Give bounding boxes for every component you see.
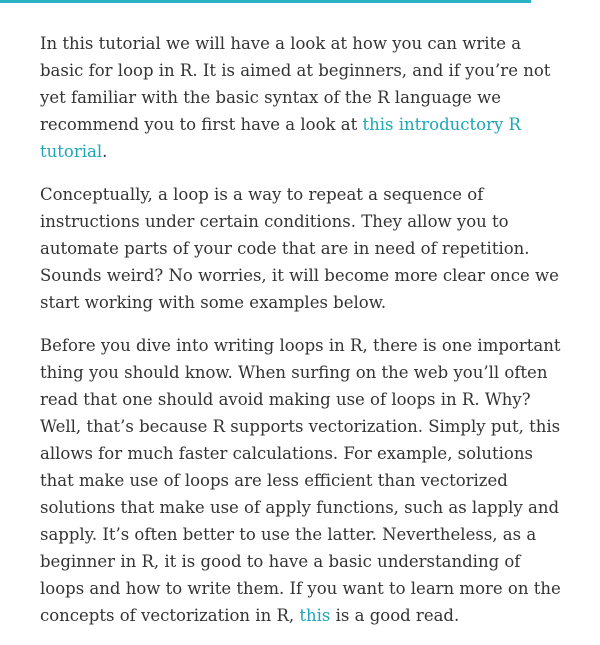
vectorization-text: Before you dive into writing loops in R, there is one important thing you should know. When surfing on the web you’ll often read that one should avoid making use of loops in R. Why? Well, that’s because R supports vectorization. Simply put, this allows for much faster calculations. For example, solutions that make use of loops are less efficient than vectorized solutions that make use of apply functions, such as lapply and sapply. It’s often better to use the latter. Nevertheless, as a beginner in R, it is good to have a basic understanding of loops and how to write them. If you want to learn more on the concepts of vectorization in R,	[40, 336, 561, 625]
vectorization-link[interactable]: this	[299, 606, 331, 625]
intro-text-end: .	[102, 142, 108, 161]
intro-text: In this tutorial we will have a look at how you can write a basic for loop in R. It is aimed at beginners, and if you’re not yet familiar with the basic syntax of the R language we recommend you to first have a look at	[40, 34, 551, 134]
reading-progress-bar	[0, 0, 600, 3]
vectorization-text-end: is a good read.	[330, 606, 460, 625]
article-body	[40, 30, 563, 645]
reading-progress-fill	[0, 0, 531, 3]
intro-paragraph	[40, 30, 563, 165]
vectorization-paragraph	[40, 332, 563, 629]
introductory-r-tutorial-link[interactable]: this introductory R tutorial	[40, 115, 521, 161]
concept-paragraph: Conceptually, a loop is a way to repeat a sequence of instructions under certain conditions. They allow you to automate parts of your code that are in need of repetition. Sounds weird? No worries, it will become more clear once we start working with some examples below.	[40, 185, 559, 312]
